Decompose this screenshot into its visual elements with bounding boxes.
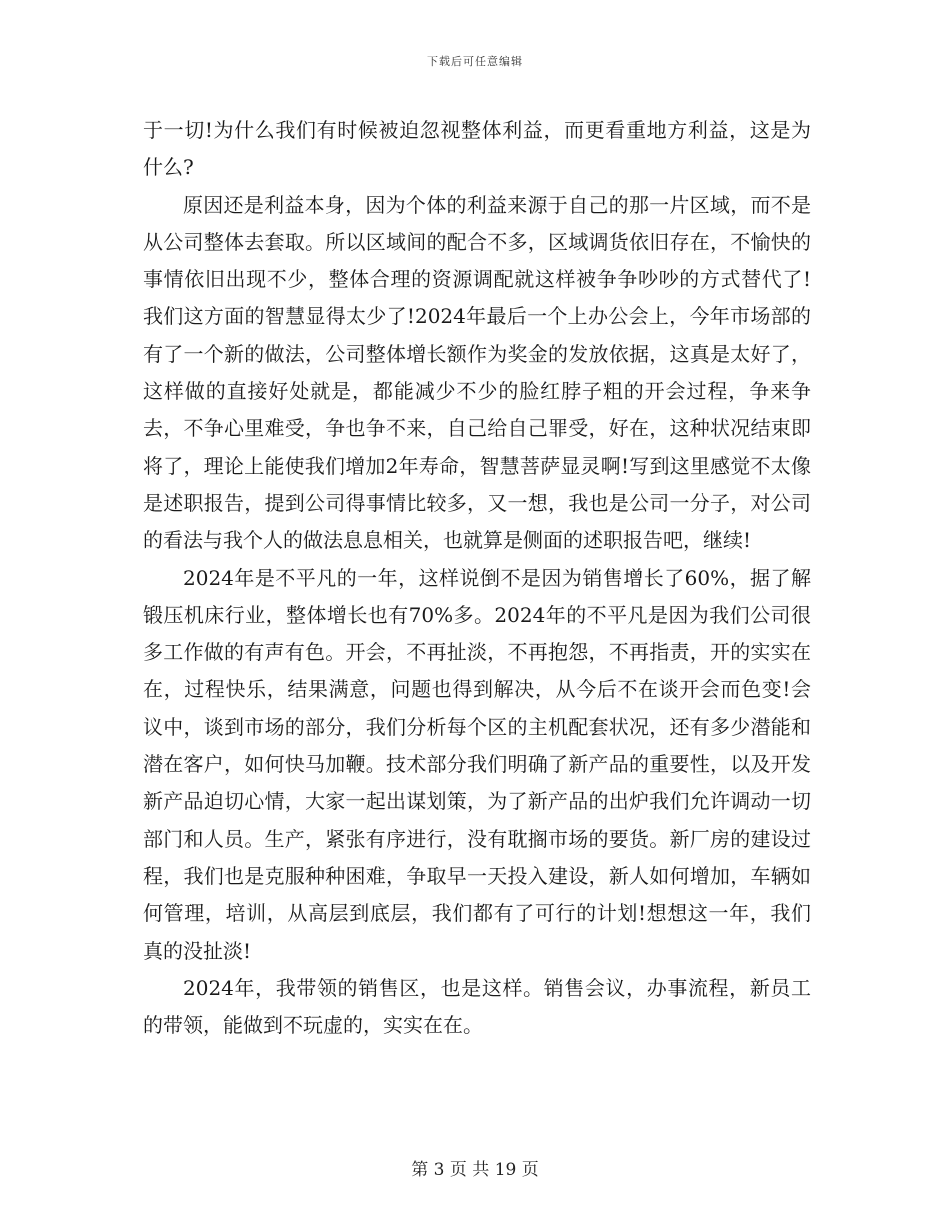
page-header: 下载后可任意编辑 [427,55,523,68]
paragraph-4: 2024年，我带领的销售区，也是这样。销售会议，办事流程，新员工的带领，能做到不玩虚的，实实在在。 [143,975,811,1038]
paragraph-3: 2024年是不平凡的一年，这样说倒不是因为销售增长了60%，据了解锻压机床行业，整体增长也有70%多。2024年的不平凡是因为我们公司很多工作做的有声有色。开会，不再扯淡，不再抱怨，不再指责，开的实实在在，过程快乐，结果满意，问题也得到解决，从今后不在谈开会而色变!会议中，谈到市场的部分，我们分析每个区的主机配套状况，还有多少潜能和潜在客户，如何快马加鞭。技术部分我们明确了新产品的重要性，以及开发新产品迫切心情，大家一起出谋划策，为了新产品的出炉我们允许调动一切部门和人员。生产，紧张有序进行，没有耽搁市场的要货。新厂房的建设过程，我们也是克服种种困难，争取早一天投入建设，新人如何增加，车辆如何管理，培训，从高层到底层，我们都有了可行的计划!想想这一年，我们真的没扯淡! [143,565,811,963]
paragraph-2: 原因还是利益本身，因为个体的利益来源于自己的那一片区域，而不是从公司整体去套取。所以区域间的配合不多，区域调货依旧存在，不愉快的事情依旧出现不少，整体合理的资源调配就这样被争争吵吵的方式替代了!我们这方面的智慧显得太少了!2024年最后一个上办公会上，今年市场部的有了一个新的做法，公司整体增长额作为奖金的发放依据，这真是太好了，这样做的直接好处就是，都能减少不少的脸红脖子粗的开会过程，争来争去，不争心里难受，争也争不来，自己给自己罪受，好在，这种状况结束即将了，理论上能使我们增加2年寿命，智慧菩萨显灵啊!写到这里感觉不太像是述职报告，提到公司得事情比较多，又一想，我也是公司一分子，对公司的看法与我个人的做法息息相关，也就算是侧面的述职报告吧，继续! [143,192,811,553]
page-number-footer: 第 3 页 共 19 页 [411,1160,539,1180]
paragraph-1: 于一切!为什么我们有时候被迫忽视整体利益，而更看重地方利益，这是为什么? [143,118,811,180]
document-body [143,112,811,1044]
